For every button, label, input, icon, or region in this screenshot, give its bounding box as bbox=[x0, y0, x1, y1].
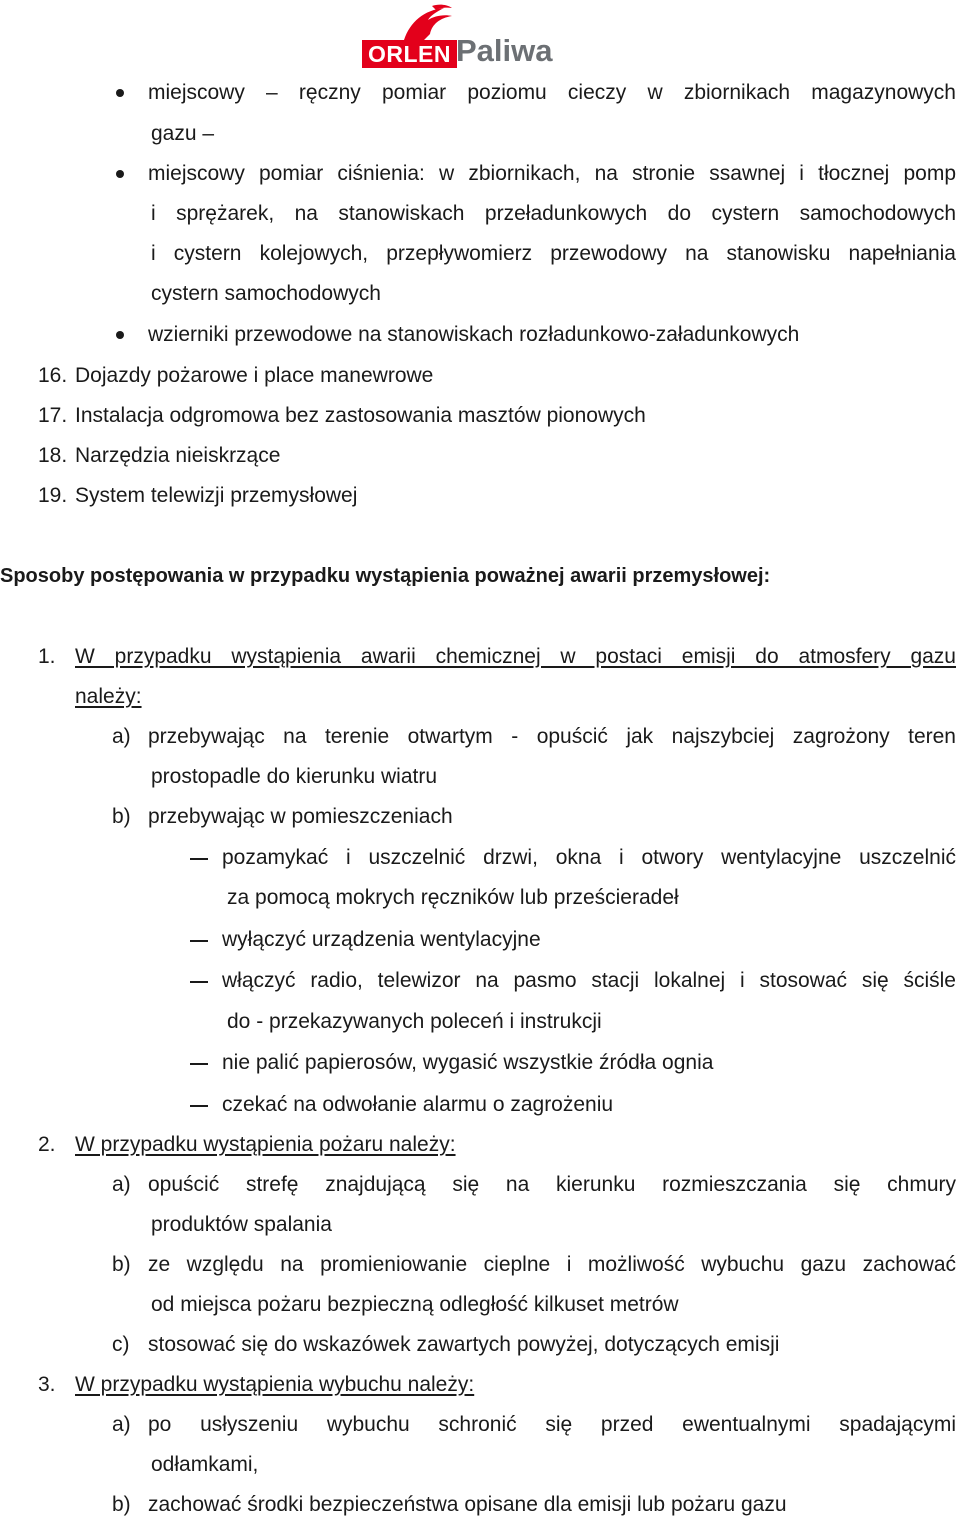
sub-item-text: stosować się do wskazówek zawartych powyżej, dotyczących emisji bbox=[148, 1333, 780, 1356]
orlen-paliwa-logo bbox=[362, 4, 582, 68]
sub-item-text: ze względu na promieniowanie cieplne i możliwość wybuchu gazu zachować bbox=[148, 1253, 956, 1276]
procedure-number: 1. bbox=[38, 645, 56, 668]
list-item-text: System telewizji przemysłowej bbox=[75, 484, 358, 507]
bullet-item-line: miejscowy – ręczny pomiar poziomu cieczy w zbiornikach magazynowych bbox=[148, 81, 956, 104]
bullet-item-line: i sprężarek, na stanowiskach przeładunkowych do cystern samochodowych bbox=[151, 202, 956, 225]
list-number: 18. bbox=[38, 444, 68, 467]
procedure-number: 2. bbox=[38, 1133, 56, 1156]
sub-item-text: od miejsca pożaru bezpieczną odległość kilkuset metrów bbox=[151, 1293, 679, 1316]
brand-paliwa: Paliwa bbox=[456, 33, 553, 68]
dash-icon bbox=[190, 981, 208, 983]
procedure-number: 3. bbox=[38, 1373, 56, 1396]
bullet-item-line: wzierniki przewodowe na stanowiskach rozładunkowo-załadunkowych bbox=[148, 323, 800, 346]
sub-item-label: c) bbox=[112, 1333, 130, 1356]
procedure-title: W przypadku wystąpienia awarii chemicznej w postaci emisji do atmosfery gazu bbox=[75, 645, 956, 668]
dash-item-text: czekać na odwołanie alarmu o zagrożeniu bbox=[222, 1093, 614, 1116]
sub-item-label: a) bbox=[112, 1173, 131, 1196]
sub-item-text: przebywając w pomieszczeniach bbox=[148, 805, 453, 828]
brand-orlen: ORLEN bbox=[362, 40, 457, 68]
sub-item-text: opuścić strefę znajdującą się na kierunku rozmieszczania się chmury bbox=[148, 1173, 956, 1196]
section-heading: Sposoby postępowania w przypadku wystąpienia poważnej awarii przemysłowej: bbox=[0, 565, 771, 587]
dash-item-text: pozamykać i uszczelnić drzwi, okna i otwory wentylacyjne uszczelnić bbox=[222, 846, 956, 869]
sub-item-label: a) bbox=[112, 725, 131, 748]
bullet-item-line: gazu – bbox=[151, 122, 215, 145]
sub-item-label: b) bbox=[112, 1493, 131, 1516]
sub-item-text: prostopadle do kierunku wiatru bbox=[151, 765, 438, 788]
dash-icon bbox=[190, 1105, 208, 1107]
sub-item-text: zachować środki bezpieczeństwa opisane dla emisji lub pożaru gazu bbox=[148, 1493, 787, 1516]
dash-item-text: wyłączyć urządzenia wentylacyjne bbox=[222, 928, 541, 951]
sub-item-label: a) bbox=[112, 1413, 131, 1436]
sub-item-text: przebywając na terenie otwartym - opuścić jak najszybciej zagrożony teren bbox=[148, 725, 956, 748]
list-item-text: Narzędzia nieiskrzące bbox=[75, 444, 281, 467]
procedure-title: W przypadku wystąpienia wybuchu należy: bbox=[75, 1373, 475, 1396]
sub-item-label: b) bbox=[112, 1253, 131, 1276]
sub-item-text: odłamkami, bbox=[151, 1453, 259, 1476]
dash-item-text: włączyć radio, telewizor na pasmo stacji lokalnej i stosować się ściśle bbox=[222, 969, 956, 992]
list-number: 19. bbox=[38, 484, 68, 507]
list-number: 16. bbox=[38, 364, 68, 387]
bullet-icon bbox=[116, 170, 124, 178]
dash-item-text: do - przekazywanych poleceń i instrukcji bbox=[227, 1010, 602, 1033]
dash-item-text: za pomocą mokrych ręczników lub prześcieradeł bbox=[227, 886, 679, 909]
procedure-title: W przypadku wystąpienia pożaru należy: bbox=[75, 1133, 456, 1156]
eagle-logo-icon bbox=[400, 4, 456, 42]
list-number: 17. bbox=[38, 404, 68, 427]
dash-item-text: nie palić papierosów, wygasić wszystkie źródła ognia bbox=[222, 1051, 714, 1074]
bullet-icon bbox=[116, 331, 124, 339]
sub-item-text: po usłyszeniu wybuchu schronić się przed ewentualnymi spadającymi bbox=[148, 1413, 956, 1436]
bullet-item-line: i cystern kolejowych, przepływomierz przewodowy na stanowisku napełniania bbox=[151, 242, 956, 265]
dash-icon bbox=[190, 858, 208, 860]
sub-item-text: produktów spalania bbox=[151, 1213, 332, 1236]
sub-item-label: b) bbox=[112, 805, 131, 828]
dash-icon bbox=[190, 1063, 208, 1065]
procedure-title-cont: należy: bbox=[75, 685, 142, 708]
bullet-item-line: miejscowy pomiar ciśnienia: w zbiornikach, na stronie ssawnej i tłocznej pomp bbox=[148, 162, 956, 185]
bullet-item-line: cystern samochodowych bbox=[151, 282, 381, 305]
list-item-text: Instalacja odgromowa bez zastosowania masztów pionowych bbox=[75, 404, 646, 427]
bullet-icon bbox=[116, 89, 124, 97]
list-item-text: Dojazdy pożarowe i place manewrowe bbox=[75, 364, 434, 387]
dash-icon bbox=[190, 940, 208, 942]
